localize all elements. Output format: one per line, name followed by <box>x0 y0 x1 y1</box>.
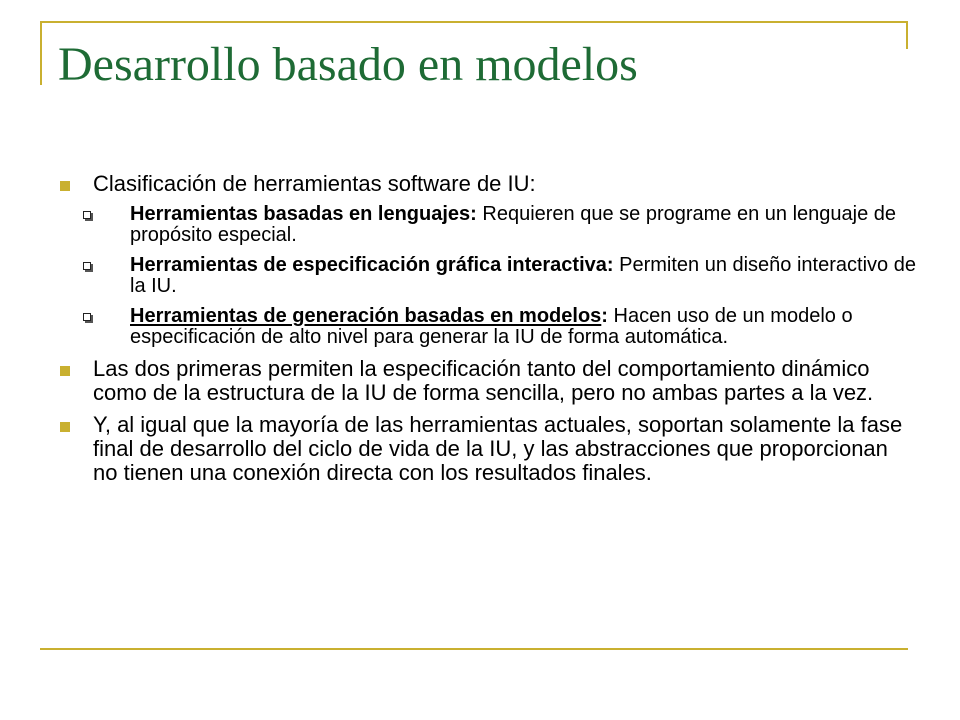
hollow-square-bullet-icon <box>83 262 91 270</box>
square-bullet-icon <box>60 181 70 191</box>
subbullet-heading-underlined: Herramientas de generación basadas en modelos <box>130 305 602 327</box>
bullet-item-classification <box>58 172 918 196</box>
bullet-text: Las dos primeras permiten la especificación tanto del comportamiento dinámico como de la estructura de la IU de forma sencilla, pero no ambas partes a la vez. <box>93 356 874 405</box>
right-rule <box>906 21 908 49</box>
square-bullet-icon <box>60 422 70 432</box>
bottom-rule <box>40 648 908 650</box>
hollow-square-bullet-icon <box>83 211 91 219</box>
bullet-item-current-tools <box>58 413 918 485</box>
subbullet-heading: Herramientas de especificación gráfica interactiva: <box>130 254 614 276</box>
square-bullet-icon <box>60 366 70 376</box>
subbullet-heading: Herramientas basadas en lenguajes: <box>130 203 477 225</box>
subbullet-item-model-tools <box>58 306 918 348</box>
subbullet-item-graphical-tools <box>58 255 918 297</box>
subbullet-heading-colon: : <box>601 305 608 327</box>
bullet-item-first-two <box>58 357 918 405</box>
subbullet-text: Permiten un diseño interactivo de la IU. <box>130 254 916 297</box>
subbullet-text: Hacen uso de un modelo o especificación de alto nivel para generar la IU de forma automática. <box>130 305 853 348</box>
bullet-text: Y, al igual que la mayoría de las herramientas actuales, soportan solamente la fase final de desarrollo del ciclo de vida de la IU, y las abstracciones que proporcionan no tienen una conexión directa con los resultados finales. <box>93 412 903 485</box>
left-rule <box>40 21 42 85</box>
subbullet-item-language-tools <box>58 204 918 246</box>
bullet-text: Clasificación de herramientas software de IU: <box>93 171 536 196</box>
slide-title: Desarrollo basado en modelos <box>58 38 638 91</box>
slide-body <box>58 172 918 493</box>
top-rule <box>40 21 908 23</box>
hollow-square-bullet-icon <box>83 313 91 321</box>
subbullet-text: Requieren que se programe en un lenguaje de propósito especial. <box>130 203 897 246</box>
